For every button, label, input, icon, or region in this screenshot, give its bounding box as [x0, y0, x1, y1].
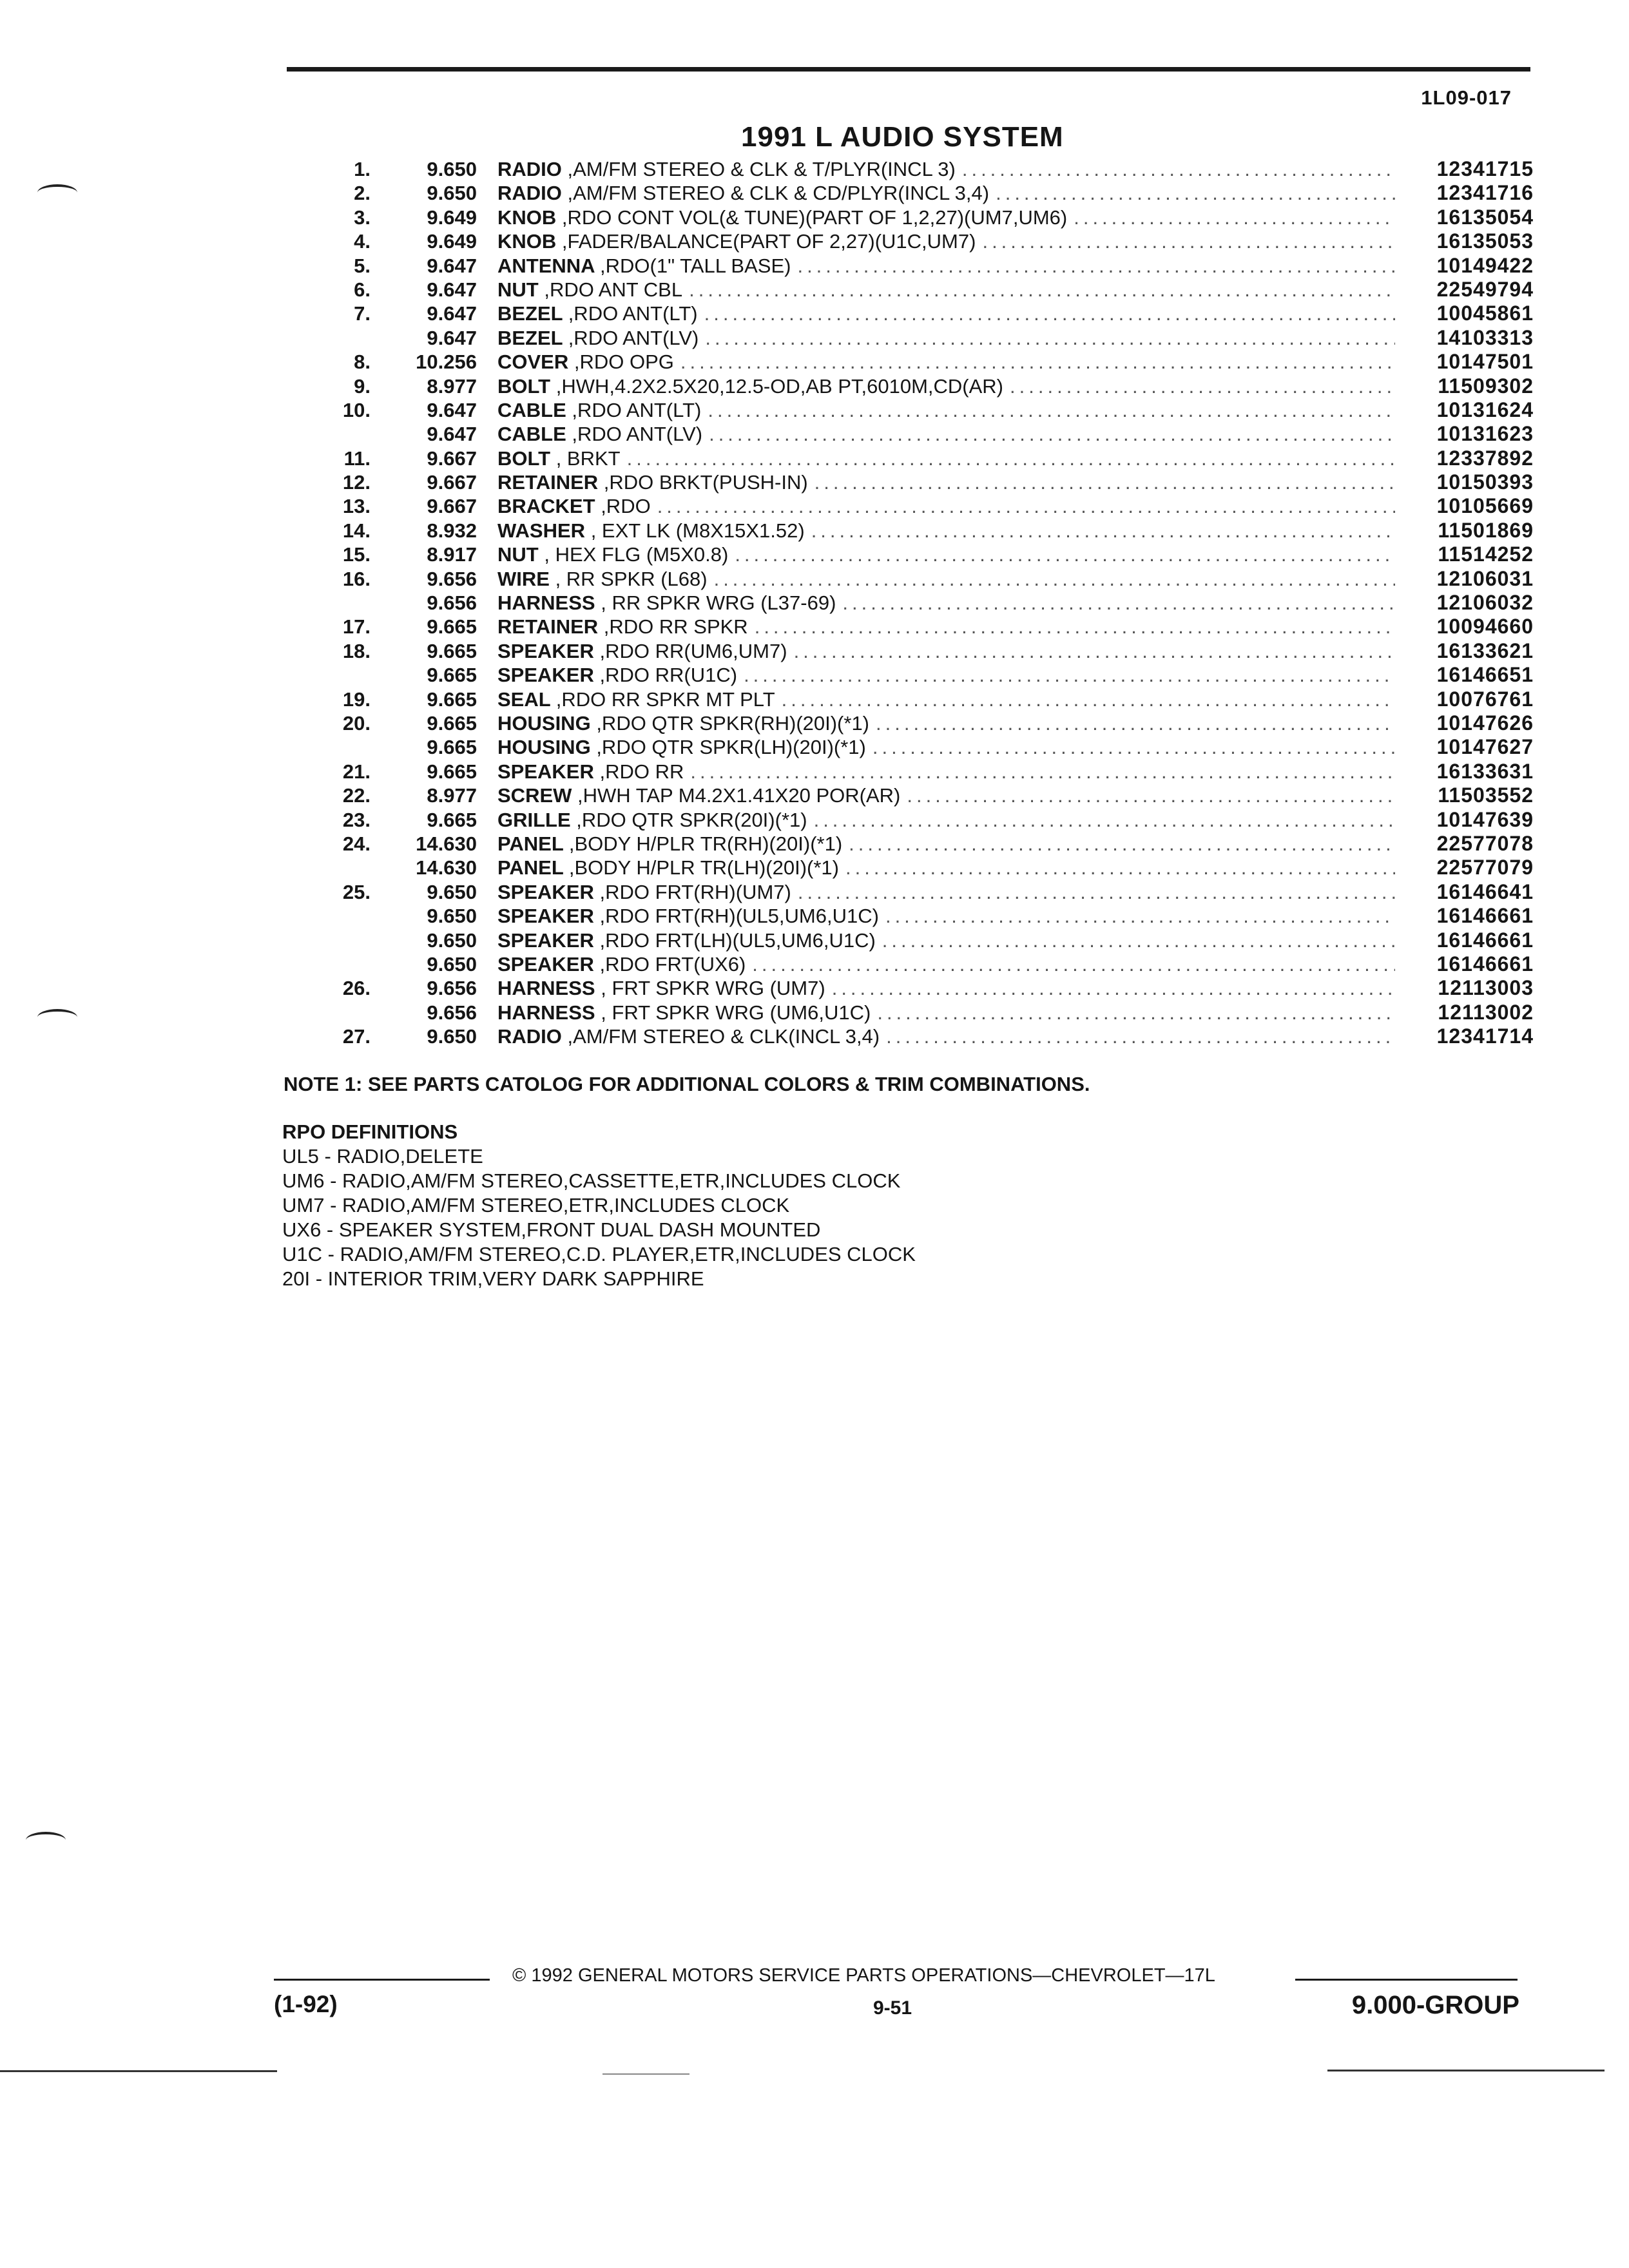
group-number: 9.650: [427, 952, 477, 975]
part-row: [309, 470, 1534, 494]
catalog-note: NOTE 1: SEE PARTS CATOLOG FOR ADDITIONAL COLORS & TRIM COMBINATIONS.: [284, 1073, 1090, 1095]
part-description: [497, 398, 1402, 422]
group-number: 9.656: [427, 591, 477, 615]
part-name: SPEAKER ,RDO RR: [497, 760, 684, 783]
part-description: [497, 302, 1402, 325]
part-name: PANEL ,BODY H/PLR TR(RH)(20I)(*1): [497, 832, 843, 855]
item-number: 27.: [342, 1025, 371, 1048]
part-name: HOUSING ,RDO QTR SPKR(LH)(20I)(*1): [497, 736, 866, 759]
item-number: 1.: [354, 158, 371, 180]
dot-leader: [755, 615, 1395, 639]
part-name: SPEAKER ,RDO FRT(RH)(UL5,UM6,U1C): [497, 905, 879, 928]
part-name: ANTENNA ,RDO(1" TALL BASE): [497, 254, 791, 277]
parts-list: [309, 157, 1534, 1048]
part-row: [309, 567, 1534, 591]
group-number: 9.650: [427, 158, 477, 180]
dot-leader: [982, 229, 1395, 253]
part-name: HARNESS , FRT SPKR WRG (UM7): [497, 977, 825, 1000]
group-number: 9.650: [427, 905, 477, 928]
part-description: [497, 904, 1402, 928]
part-name: BRACKET ,RDO: [497, 495, 651, 518]
part-number: 16146661: [1436, 904, 1534, 928]
part-description: [497, 519, 1402, 543]
part-number: 16146641: [1436, 879, 1534, 903]
part-number: 10105669: [1436, 494, 1534, 518]
part-name: RETAINER ,RDO BRKT(PUSH-IN): [497, 471, 808, 494]
part-description: [497, 880, 1402, 904]
page-code: 1L09-017: [1421, 86, 1512, 109]
dot-leader: [814, 808, 1395, 832]
rpo-line: UM6 - RADIO,AM/FM STEREO,CASSETTE,ETR,INCLUDES CLOCK: [282, 1169, 901, 1192]
part-description: [497, 591, 1402, 615]
part-row: [309, 976, 1534, 1000]
part-number: 16133631: [1436, 759, 1534, 783]
group-number: 9.647: [427, 423, 477, 446]
margin-mark: [26, 1832, 66, 1849]
part-description: [497, 832, 1402, 856]
dot-leader: [744, 663, 1395, 687]
part-description: [497, 711, 1402, 735]
top-rule: [287, 67, 1530, 72]
dot-leader: [886, 1024, 1395, 1048]
dot-leader: [798, 880, 1395, 904]
item-number: 9.: [354, 374, 371, 398]
part-name: RETAINER ,RDO RR SPKR: [497, 615, 748, 639]
dot-leader: [735, 543, 1395, 566]
part-description: [497, 663, 1402, 687]
part-row: [309, 543, 1534, 566]
part-row: [309, 278, 1534, 302]
item-number: 7.: [354, 302, 371, 325]
part-number: 12341716: [1436, 181, 1534, 205]
part-description: [497, 567, 1402, 591]
part-row: [309, 783, 1534, 807]
part-description: [497, 639, 1402, 663]
part-number: 11509302: [1438, 374, 1534, 398]
part-row: [309, 687, 1534, 711]
dot-leader: [845, 856, 1395, 879]
group-number: 9.656: [427, 977, 477, 1000]
part-row: [309, 735, 1534, 759]
part-number: 16146661: [1436, 952, 1534, 975]
item-number: 8.: [354, 351, 371, 374]
group-number: 8.977: [427, 374, 477, 398]
part-name: SPEAKER ,RDO FRT(LH)(UL5,UM6,U1C): [497, 928, 876, 952]
group-number: 9.649: [427, 206, 477, 229]
part-number: 16133621: [1436, 639, 1534, 662]
part-name: HARNESS , FRT SPKR WRG (UM6,U1C): [497, 1001, 871, 1024]
item-number: 3.: [354, 206, 371, 229]
part-name: SCREW ,HWH TAP M4.2X1.41X20 POR(AR): [497, 784, 901, 807]
item-number: 15.: [342, 543, 371, 566]
footer-rule-right: [1295, 1979, 1518, 1981]
margin-mark: [37, 1009, 77, 1026]
part-number: 10131623: [1436, 422, 1534, 446]
group-number: 9.667: [427, 495, 477, 518]
item-number: 6.: [354, 278, 371, 301]
item-number: 17.: [342, 615, 371, 639]
group-number: 8.917: [427, 543, 477, 566]
item-number: 12.: [342, 471, 371, 494]
dot-leader: [882, 928, 1395, 952]
group-label: 9.000-GROUP: [1351, 1991, 1519, 2019]
group-number: 8.977: [427, 784, 477, 807]
part-number: 10147626: [1436, 711, 1534, 735]
part-name: BOLT ,HWH,4.2X2.5X20,12.5-OD,AB PT,6010M,CD(AR): [497, 374, 1004, 398]
item-number: 13.: [342, 495, 371, 518]
item-number: 20.: [342, 711, 371, 735]
item-number: 26.: [342, 977, 371, 1000]
item-number: 5.: [354, 254, 371, 277]
part-number: 11501869: [1438, 518, 1534, 542]
part-name: WASHER , EXT LK (M8X15X1.52): [497, 519, 805, 542]
part-description: [497, 952, 1402, 976]
group-number: 9.650: [427, 880, 477, 903]
part-number: 22577078: [1436, 831, 1534, 855]
part-name: KNOB ,FADER/BALANCE(PART OF 2,27)(U1C,UM7): [497, 230, 976, 253]
item-number: 14.: [342, 519, 371, 542]
part-number: 10147627: [1436, 735, 1534, 759]
rpo-line: U1C - RADIO,AM/FM STEREO,C.D. PLAYER,ETR,INCLUDES CLOCK: [282, 1243, 916, 1265]
part-row: [309, 615, 1534, 639]
part-name: SPEAKER ,RDO RR(UM6,UM7): [497, 639, 787, 662]
part-row: [309, 760, 1534, 783]
part-number: 12106031: [1436, 566, 1534, 590]
part-name: COVER ,RDO OPG: [497, 351, 674, 374]
group-number: 9.656: [427, 567, 477, 590]
dot-leader: [876, 711, 1395, 735]
group-number: 9.665: [427, 664, 477, 687]
part-description: [497, 494, 1402, 518]
dot-leader: [794, 639, 1395, 663]
part-number: 11514252: [1438, 543, 1534, 566]
part-row: [309, 398, 1534, 422]
dot-leader: [907, 783, 1395, 807]
dot-leader: [811, 519, 1395, 543]
item-number: 4.: [354, 230, 371, 253]
part-name: CABLE ,RDO ANT(LV): [497, 423, 703, 446]
dot-leader: [627, 447, 1395, 470]
part-row: [309, 1024, 1534, 1048]
part-name: NUT , HEX FLG (M5X0.8): [497, 543, 729, 566]
dot-leader: [962, 157, 1395, 181]
group-number: 14.630: [416, 832, 477, 855]
dot-leader: [704, 302, 1395, 325]
part-number: 16135054: [1436, 205, 1534, 229]
item-number: 24.: [342, 832, 371, 855]
part-description: [497, 760, 1402, 783]
dot-leader: [872, 735, 1395, 759]
part-row: [309, 639, 1534, 663]
bottom-rule-right: [1327, 2070, 1605, 2071]
group-number: 9.665: [427, 687, 477, 711]
part-row: [309, 856, 1534, 879]
group-number: 8.932: [427, 519, 477, 542]
part-number: 12341714: [1436, 1024, 1534, 1048]
part-row: [309, 326, 1534, 350]
part-description: [497, 181, 1402, 205]
part-row: [309, 711, 1534, 735]
part-number: 12106032: [1436, 591, 1534, 615]
part-name: RADIO ,AM/FM STEREO & CLK & CD/PLYR(INCL 3,4): [497, 182, 990, 205]
part-name: HOUSING ,RDO QTR SPKR(RH)(20I)(*1): [497, 711, 870, 735]
margin-mark: [37, 184, 77, 201]
part-row: [309, 832, 1534, 856]
revision-date: (1-92): [274, 1991, 338, 2017]
item-number: 21.: [342, 760, 371, 783]
part-number: 10150393: [1436, 470, 1534, 494]
dot-leader: [690, 760, 1395, 783]
part-description: [497, 254, 1402, 278]
dot-leader: [705, 326, 1395, 350]
item-number: 10.: [342, 398, 371, 421]
part-description: [497, 1024, 1402, 1048]
part-description: [497, 278, 1402, 302]
part-name: BEZEL ,RDO ANT(LT): [497, 302, 698, 325]
group-number: 9.665: [427, 711, 477, 735]
part-name: NUT ,RDO ANT CBL: [497, 278, 683, 301]
dot-leader: [782, 687, 1395, 711]
rpo-line: UL5 - RADIO,DELETE: [282, 1145, 483, 1168]
rpo-line: UX6 - SPEAKER SYSTEM,FRONT DUAL DASH MOUNTED: [282, 1218, 821, 1241]
part-name: RADIO ,AM/FM STEREO & CLK & T/PLYR(INCL 3): [497, 158, 956, 180]
part-row: [309, 206, 1534, 229]
part-row: [309, 1001, 1534, 1024]
part-name: SPEAKER ,RDO FRT(RH)(UM7): [497, 880, 791, 903]
rpo-definitions: [282, 1120, 916, 1291]
part-row: [309, 422, 1534, 446]
part-row: [309, 374, 1534, 398]
item-number: 18.: [342, 639, 371, 662]
part-number: 14103313: [1436, 325, 1534, 349]
dot-leader: [832, 976, 1395, 1000]
part-description: [497, 447, 1402, 470]
part-name: BEZEL ,RDO ANT(LV): [497, 326, 699, 349]
part-description: [497, 687, 1402, 711]
part-number: 10147501: [1436, 350, 1534, 374]
dot-leader: [689, 278, 1395, 302]
part-row: [309, 181, 1534, 205]
group-number: 9.665: [427, 615, 477, 639]
part-description: [497, 157, 1402, 181]
part-description: [497, 326, 1402, 350]
rpo-line: 20I - INTERIOR TRIM,VERY DARK SAPPHIRE: [282, 1267, 704, 1290]
part-row: [309, 880, 1534, 904]
group-number: 9.667: [427, 447, 477, 470]
group-number: 9.650: [427, 182, 477, 205]
part-row: [309, 663, 1534, 687]
item-number: 25.: [342, 880, 371, 903]
part-row: [309, 254, 1534, 278]
group-number: 9.647: [427, 302, 477, 325]
part-number: 12337892: [1436, 446, 1534, 470]
group-number: 10.256: [416, 351, 477, 374]
part-description: [497, 470, 1402, 494]
page-number: 9-51: [873, 1997, 912, 2019]
part-description: [497, 856, 1402, 879]
part-name: CABLE ,RDO ANT(LT): [497, 398, 702, 421]
part-number: 12341715: [1436, 157, 1534, 180]
group-number: 9.665: [427, 808, 477, 831]
part-description: [497, 229, 1402, 253]
item-number: 19.: [342, 687, 371, 711]
part-row: [309, 350, 1534, 374]
part-number: 12113003: [1438, 976, 1534, 1000]
part-row: [309, 952, 1534, 976]
group-number: 9.649: [427, 230, 477, 253]
part-description: [497, 808, 1402, 832]
part-row: [309, 157, 1534, 181]
dot-leader: [797, 254, 1395, 278]
dot-leader: [1074, 206, 1395, 229]
part-description: [497, 543, 1402, 566]
group-number: 9.665: [427, 760, 477, 783]
item-number: 11.: [343, 447, 371, 470]
dot-leader: [996, 181, 1395, 205]
dot-leader: [709, 422, 1395, 446]
part-row: [309, 904, 1534, 928]
part-name: SPEAKER ,RDO FRT(UX6): [497, 952, 746, 975]
part-name: PANEL ,BODY H/PLR TR(LH)(20I)(*1): [497, 856, 839, 879]
part-name: SEAL ,RDO RR SPKR MT PLT: [497, 687, 775, 711]
group-number: 9.667: [427, 471, 477, 494]
group-number: 9.665: [427, 639, 477, 662]
part-description: [497, 735, 1402, 759]
dot-leader: [849, 832, 1395, 856]
part-number: 16146651: [1436, 663, 1534, 687]
part-name: GRILLE ,RDO QTR SPKR(20I)(*1): [497, 808, 807, 831]
part-row: [309, 928, 1534, 952]
bottom-rule-left: [0, 2070, 277, 2072]
part-name: SPEAKER ,RDO RR(U1C): [497, 664, 738, 687]
dot-leader: [708, 398, 1395, 422]
part-number: 10045861: [1436, 302, 1534, 325]
part-number: 22577079: [1436, 856, 1534, 879]
part-number: 10094660: [1436, 615, 1534, 639]
page-title: 1991 L AUDIO SYSTEM: [741, 121, 1064, 153]
part-number: 22549794: [1436, 277, 1534, 301]
part-description: [497, 976, 1402, 1000]
part-number: 16135053: [1436, 229, 1534, 253]
part-row: [309, 302, 1534, 325]
part-description: [497, 1001, 1402, 1024]
part-description: [497, 928, 1402, 952]
group-number: 9.650: [427, 928, 477, 952]
part-number: 10147639: [1436, 807, 1534, 831]
group-number: 9.647: [427, 398, 477, 421]
dot-leader: [842, 591, 1395, 615]
part-row: [309, 808, 1534, 832]
item-number: 2.: [354, 182, 371, 205]
part-number: 10076761: [1436, 687, 1534, 711]
dot-leader: [877, 1001, 1395, 1024]
dot-leader: [680, 350, 1395, 374]
part-row: [309, 519, 1534, 543]
part-number: 16146661: [1436, 928, 1534, 952]
part-name: RADIO ,AM/FM STEREO & CLK(INCL 3,4): [497, 1025, 880, 1048]
rpo-line: UM7 - RADIO,AM/FM STEREO,ETR,INCLUDES CLOCK: [282, 1194, 790, 1216]
part-row: [309, 591, 1534, 615]
part-description: [497, 422, 1402, 446]
dot-leader: [815, 470, 1395, 494]
part-description: [497, 206, 1402, 229]
group-number: 9.650: [427, 1025, 477, 1048]
part-row: [309, 229, 1534, 253]
part-description: [497, 350, 1402, 374]
part-row: [309, 447, 1534, 470]
bottom-rule-mid: [602, 2073, 689, 2075]
group-number: 9.647: [427, 326, 477, 349]
part-number: 10149422: [1436, 253, 1534, 277]
dot-leader: [657, 494, 1395, 518]
group-number: 9.656: [427, 1001, 477, 1024]
rpo-title: RPO DEFINITIONS: [282, 1120, 458, 1143]
dot-leader: [714, 567, 1395, 591]
part-number: 12113002: [1438, 1000, 1534, 1024]
copyright-notice: © 1992 GENERAL MOTORS SERVICE PARTS OPERATIONS—CHEVROLET—17L: [512, 1965, 1215, 1986]
dot-leader: [752, 952, 1395, 976]
dot-leader: [1010, 374, 1395, 398]
item-number: 23.: [342, 808, 371, 831]
part-description: [497, 374, 1402, 398]
part-row: [309, 494, 1534, 518]
footer-rule-left: [274, 1979, 490, 1981]
part-number: 11503552: [1438, 783, 1534, 807]
group-number: 9.647: [427, 278, 477, 301]
dot-leader: [885, 904, 1395, 928]
part-name: BOLT , BRKT: [497, 447, 621, 470]
group-number: 9.665: [427, 736, 477, 759]
item-number: 16.: [342, 567, 371, 590]
item-number: 22.: [342, 784, 371, 807]
part-name: WIRE , RR SPKR (L68): [497, 567, 708, 590]
part-number: 10131624: [1436, 398, 1534, 421]
group-number: 14.630: [416, 856, 477, 879]
part-description: [497, 783, 1402, 807]
part-name: HARNESS , RR SPKR WRG (L37-69): [497, 591, 836, 615]
part-description: [497, 615, 1402, 639]
group-number: 9.647: [427, 254, 477, 277]
part-name: KNOB ,RDO CONT VOL(& TUNE)(PART OF 1,2,27)(UM7,UM6): [497, 206, 1068, 229]
